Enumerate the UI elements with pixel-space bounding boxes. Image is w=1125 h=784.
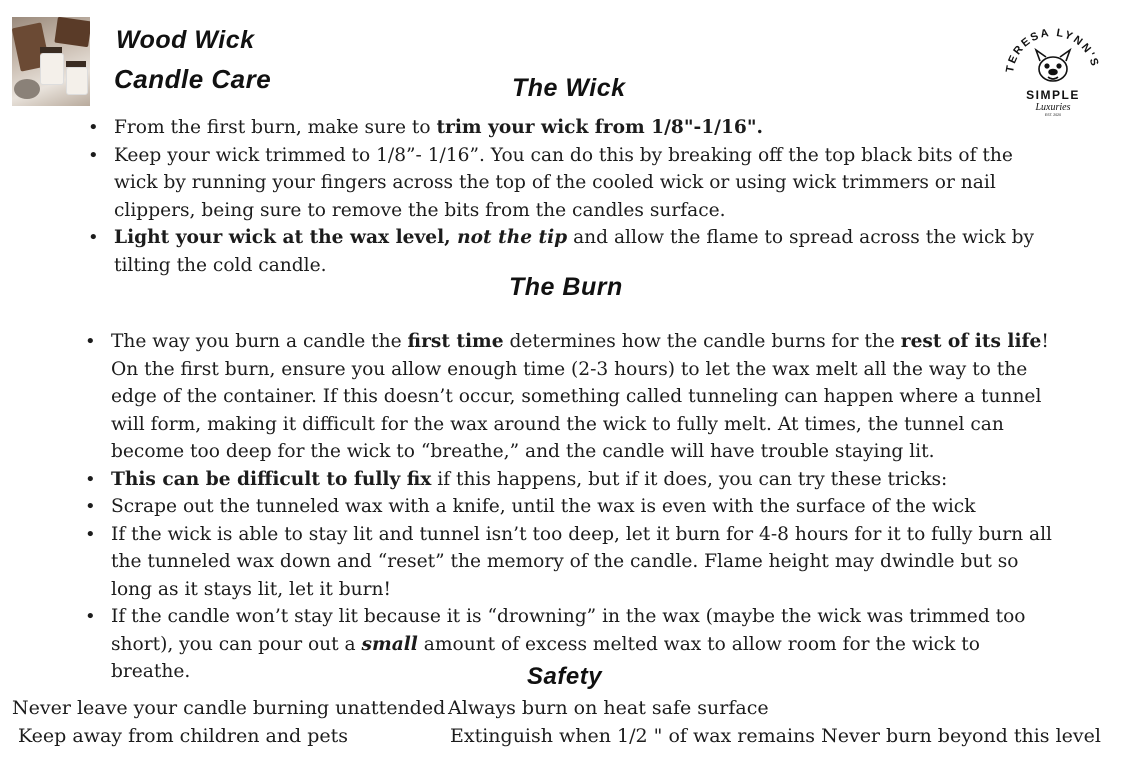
svg-text:TERESA LYNN'S: [1004, 27, 1101, 74]
brand-logo: [1003, 14, 1103, 118]
list-item: • From the first burn, make sure to trim your wick from 1/8"-1/16".: [88, 117, 763, 138]
item-bold-italic: not the tip: [457, 227, 568, 248]
item-text: determines how the candle burns for the: [503, 331, 901, 352]
safety-tip-unattended: Never leave your candle burning unattended: [12, 697, 446, 719]
logo-word-simple: SIMPLE: [1026, 88, 1080, 102]
list-item: • Light your wick at the wax level, not the tip and allow the flame to spread across the wick by tilting the cold candle.: [88, 227, 1034, 276]
logo-arc-text: TERESA LYNN'S: [1004, 26, 1102, 74]
item-text: Scrape out the tunneled wax with a knife, until the wax is even with the surface of the wick: [111, 496, 976, 517]
item-text: From the first burn, make sure to: [114, 117, 437, 138]
list-item: • Scrape out the tunneled wax with a knife, until the wax is even with the surface of the wick: [85, 496, 976, 517]
item-bold: trim your wick from 1/8"-1/16".: [436, 117, 763, 138]
safety-tip-children: Keep away from children and pets: [18, 725, 349, 747]
list-item: • If the candle won’t stay lit because it is “drowning” in the wax (maybe the wick was trimmed too short), you can pour out a small amount of excess melted wax to allow room for the wick to breathe.: [85, 606, 1026, 682]
title-line-2: Candle Care: [114, 64, 272, 94]
safety-section-title: Safety: [527, 663, 603, 690]
candle-product-photo: [12, 17, 90, 106]
burn-section-title: The Burn: [509, 273, 623, 301]
item-text: amount of excess melted wax to allow room for the wick to breathe.: [111, 633, 980, 682]
item-text: If the candle won’t stay lit because it is “drowning” in the wax (maybe the wick was trimmed too short), you can pour out a: [111, 606, 1026, 655]
bulldog-icon: [1036, 50, 1070, 81]
title-line-1: Wood Wick: [116, 26, 255, 54]
list-item: • If the wick is able to stay lit and tunnel isn’t too deep, let it burn for 4-8 hours for it to fully burn all the tunneled wax down and “reset” the memory of the candle. Flame height may dwindle but so long as it stays lit, let it burn!: [85, 523, 1052, 600]
safety-tip-extinguish: Extinguish when 1/2 " of wax remains Never burn beyond this level: [450, 725, 1101, 747]
item-text: and allow the flame to spread across the wick by tilting the cold candle.: [114, 227, 1034, 276]
list-item: • This can be difficult to fully fix if this happens, but if it does, you can try these tricks:: [85, 468, 948, 490]
item-text: ! On the first burn, ensure you allow enough time (2-3 hours) to let the wax melt all the way to the edge of the container. If this doesn’t occur, something called tunneling can happen where a tunnel will form, making it difficult for the wax around the wick to fully melt. At times, the tunnel can become too deep for the wick to “breathe,” and the candle will have trouble staying lit.: [111, 331, 1049, 462]
wick-section-title: The Wick: [512, 74, 626, 102]
burn-list: [85, 328, 1059, 686]
item-bold: Light your wick at the wax level,: [114, 227, 458, 248]
logo-word-luxuries: Luxuries: [1035, 102, 1071, 113]
logo-est: EST. 2020: [1044, 113, 1062, 117]
item-bold: rest of its life: [900, 331, 1042, 352]
item-text: If the wick is able to stay lit and tunnel isn’t too deep, let it burn for 4-8 hours for it to fully burn all the tunneled wax down and “reset” the memory of the candle. Flame height may dwindle but so long as it stays lit, let it burn!: [111, 523, 1052, 600]
list-item: • The way you burn a candle the first time determines how the candle burns for the rest of its life! On the first burn, ensure you allow enough time (2-3 hours) to let the wax melt all the way to the edge of the container. If this doesn’t occur, something called tunneling can happen where a tunnel will form, making it difficult for the wax around the wick to fully melt. At times, the tunnel can become too deep for the wick to “breathe,” and the candle will have trouble staying lit.: [85, 331, 1049, 462]
list-item: • Keep your wick trimmed to 1/8”- 1/16”. You can do this by breaking off the top black bits of the wick by running your fingers across the top of the cooled wick or using wick trimmers or nail clippers, being sure to remove the bits from the candles surface.: [88, 144, 1013, 221]
item-text: Keep your wick trimmed to 1/8”- 1/16”. You can do this by breaking off the top black bits of the wick by running your fingers across the top of the cooled wick or using wick trimmers or nail clippers, being sure to remove the bits from the candles surface.: [114, 144, 1013, 221]
item-bold: This can be difficult to fully fix: [111, 468, 432, 490]
item-bold: first time: [407, 331, 504, 352]
item-text: The way you burn a candle the: [111, 331, 408, 352]
wick-list: [88, 113, 1062, 279]
safety-tip-surface: Always burn on heat safe surface: [448, 697, 769, 719]
item-text: if this happens, but if it does, you can try these tricks:: [431, 468, 948, 490]
item-bold-italic: small: [361, 633, 418, 655]
